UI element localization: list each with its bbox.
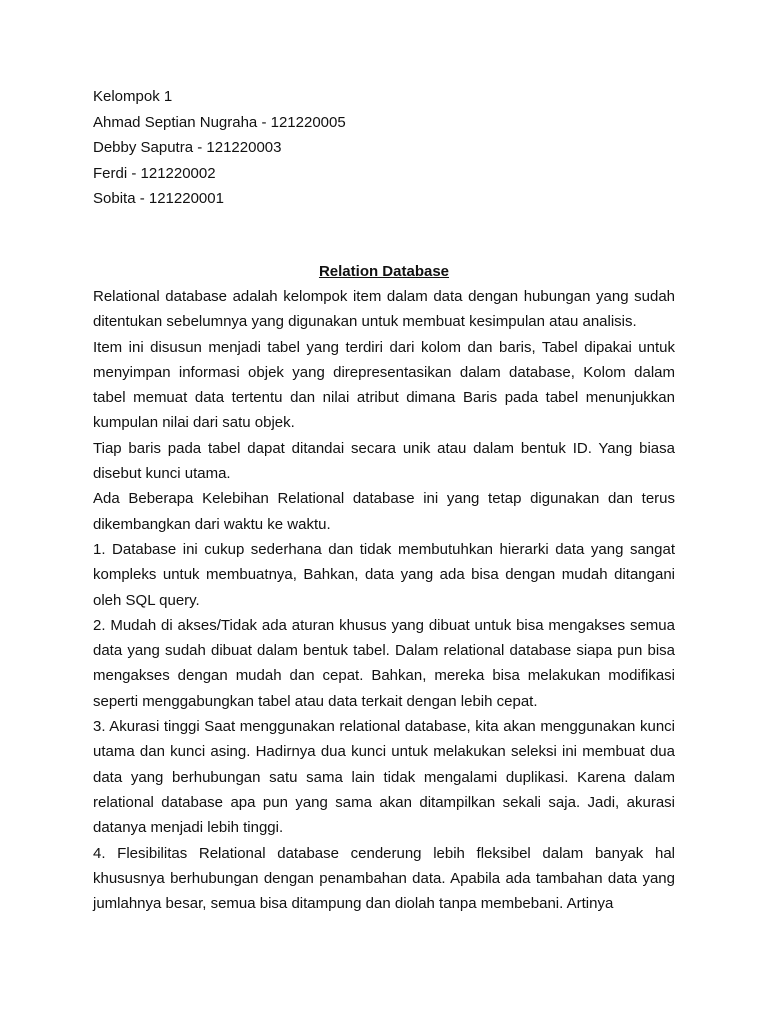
paragraph-table-structure: Item ini disusun menjadi tabel yang terdiri dari kolom dan baris, Tabel dipakai untuk menyimpan informasi objek yang direpresentasikan dalam database, Kolom dalam tabel memuat data tertentu dan nilai atribut dimana Baris pada tabel menunjukkan kumpulan nilai dari satu objek. xyxy=(93,338,675,432)
paragraph-advantage-4: 4. Flesibilitas Relational database cenderung lebih fleksibel dalam banyak hal khususnya berhubungan dengan penambahan data. Apabila ada tambahan data yang jumlahnya besar, semua bisa ditampung dan diolah tanpa membebani. Artinya xyxy=(93,844,675,913)
document-body xyxy=(93,284,675,916)
paragraph-advantage-1: 1. Database ini cukup sederhana dan tidak membutuhkan hierarki data yang sangat kompleks untuk membuatnya, Bahkan, data yang ada bisa dengan mudah ditangani oleh SQL query. xyxy=(93,540,675,609)
member-line: Debby Saputra - 121220003 xyxy=(93,139,282,156)
paragraph-advantage-2: 2. Mudah di akses/Tidak ada aturan khusus yang dibuat untuk bisa mengakses semua data yang sudah dibuat dalam bentuk tabel. Dalam relational database siapa pun bisa mengakses dengan mudah dan cepat. Bahkan, mereka bisa melakukan modifikasi seperti menggabungkan tabel atau data terkait dengan lebih cepat. xyxy=(93,616,675,710)
member-line: Ahmad Septian Nugraha - 121220005 xyxy=(93,113,346,131)
paragraph-primary-key: Tiap baris pada tabel dapat ditandai secara unik atau dalam bentuk ID. Yang biasa disebut kunci utama. xyxy=(93,439,675,483)
member-line: Ferdi - 121220002 xyxy=(93,164,216,182)
paragraph-definition: Relational database adalah kelompok item dalam data dengan hubungan yang sudah ditentukan sebelumnya yang digunakan untuk membuat kesimpulan atau analisis. xyxy=(93,288,675,331)
group-name: Kelompok 1 xyxy=(93,88,173,105)
member-line: Sobita - 121220001 xyxy=(93,190,224,207)
paragraph-advantages-intro: Ada Beberapa Kelebihan Relational database ini yang tetap digunakan dan terus dikembangkan dari waktu ke waktu. xyxy=(93,490,675,533)
document-title: Relation Database xyxy=(318,263,450,280)
paragraph-advantage-3: 3. Akurasi tinggi Saat menggunakan relational database, kita akan menggunakan kunci utama dan kunci asing. Hadirnya dua kunci untuk melakukan seleksi ini membuat dua data yang berhubungan satu sama lain tidak mengalami duplikasi. Karena dalam relational database apa pun yang sama akan ditampilkan sekali saja. Jadi, akurasi datanya menjadi lebih tinggi. xyxy=(93,718,675,837)
group-header xyxy=(93,84,693,212)
